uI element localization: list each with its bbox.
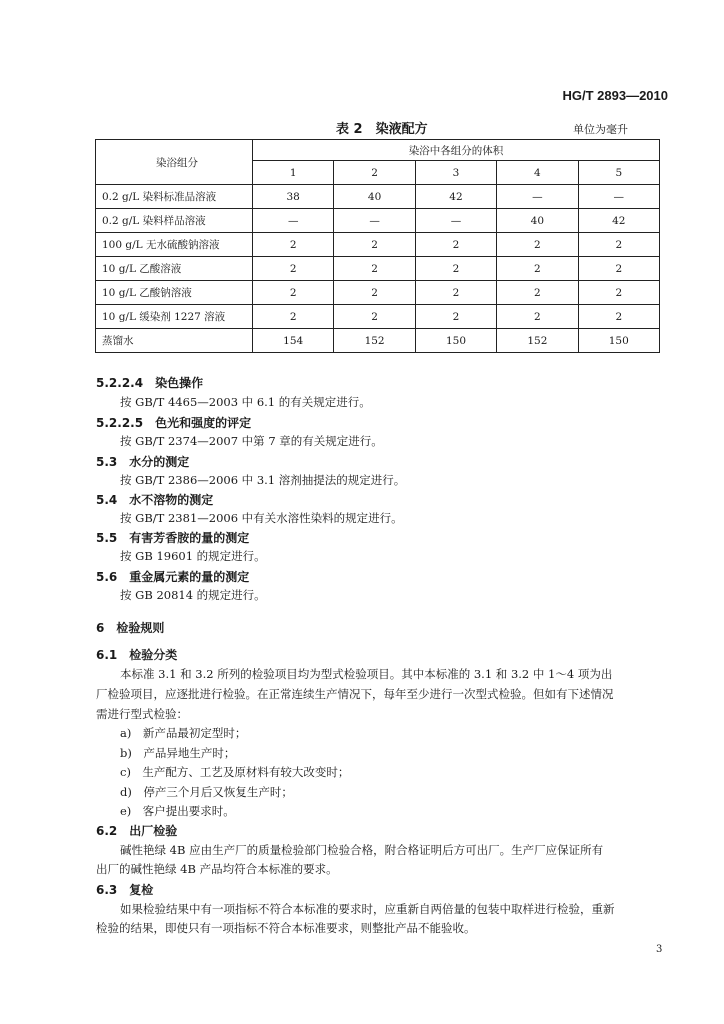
table-cell: — [253,209,334,233]
dye-formula-table [95,139,660,353]
table-cell: 2 [578,233,659,257]
list-item: a) 新产品最初定型时； [120,726,247,740]
table-row [96,329,660,353]
table-cell: 152 [497,329,578,353]
table-row [96,257,660,281]
table-cell: 42 [415,185,496,209]
table-cell: 2 [497,233,578,257]
table-cell: 2 [415,305,496,329]
heading-5-3: 5.3 水分的测定 [96,455,190,469]
table-cell: 2 [497,305,578,329]
table-cell: 2 [415,281,496,305]
table-cell: 2 [253,233,334,257]
body-5-2-2-4: 按 GB/T 4465—2003 中 6.1 的有关规定进行。 [120,395,371,409]
table-row [96,185,660,209]
table-cell: 150 [415,329,496,353]
column-header: 3 [415,161,496,185]
row-label: 0.2 g/L 染料标准品溶液 [96,185,253,209]
list-item: e) 客户提出要求时。 [120,804,235,818]
table-cell: 42 [578,209,659,233]
table-cell: 2 [415,233,496,257]
table-row [96,233,660,257]
page-number: 3 [656,944,663,955]
table-cell: 2 [497,281,578,305]
body-5-4: 按 GB/T 2381—2006 中有关水溶性染料的规定进行。 [120,511,403,525]
table-cell: — [497,185,578,209]
body-5-5: 按 GB 19601 的规定进行。 [120,549,266,563]
heading-6: 6 检验规则 [96,621,165,635]
row-label: 0.2 g/L 染料样品溶液 [96,209,253,233]
table-cell: 2 [497,257,578,281]
table-cell: 2 [415,257,496,281]
column-header: 5 [578,161,659,185]
column-header: 1 [253,161,334,185]
table-row [96,281,660,305]
table-cell: 2 [578,281,659,305]
table-cell: — [334,209,415,233]
table-cell: 2 [578,305,659,329]
table-cell: 2 [334,257,415,281]
table-cell: 2 [253,257,334,281]
heading-5-6: 5.6 重金属元素的量的测定 [96,570,250,584]
table-row [96,305,660,329]
table-cell: — [578,185,659,209]
para-6-2-line: 出厂的碱性艳绿 4B 产品均符合本标准的要求。 [96,862,338,876]
table-cell: 2 [578,257,659,281]
para-6-1-line: 需进行型式检验： [96,707,188,721]
body-5-2-2-5: 按 GB/T 2374—2007 中第 7 章的有关规定进行。 [120,434,383,448]
table-cell: 40 [497,209,578,233]
table-cell: 40 [334,185,415,209]
para-6-1-line: 厂检验项目，应逐批进行检验。在正常连续生产情况下，每年至少进行一次型式检验。但如有下述情况 [96,687,614,701]
column-header: 2 [334,161,415,185]
para-6-3-line: 检验的结果，即使只有一项指标不符合本标准要求，则整批产品不能验收。 [96,921,476,935]
table-cell: 2 [334,233,415,257]
list-item: b) 产品异地生产时； [120,746,236,760]
heading-6-3: 6.3 复检 [96,883,154,897]
para-6-2-line: 碱性艳绿 4B 应由生产厂的质量检验部门检验合格，附合格证明后方可出厂。生产厂应保证所有 [120,843,604,857]
table-cell: 150 [578,329,659,353]
heading-5-5: 5.5 有害芳香胺的量的测定 [96,531,250,545]
table-cell: 2 [334,281,415,305]
para-6-3-line: 如果检验结果中有一项指标不符合本标准的要求时，应重新自两倍量的包装中取样进行检验，重新 [120,902,615,916]
table-unit: 单位为毫升 [573,123,628,136]
row-label: 10 g/L 乙酸钠溶液 [96,281,253,305]
table-cell: 2 [253,281,334,305]
heading-5-4: 5.4 水不溶物的测定 [96,493,214,507]
list-item: c) 生产配方、工艺及原材料有较大改变时； [120,765,350,779]
row-header: 染浴组分 [96,140,253,185]
heading-5-2-2-4: 5.2.2.4 染色操作 [96,376,204,390]
para-6-1-line: 本标准 3.1 和 3.2 所列的检验项目均为型式检验项目。其中本标准的 3.1 和 3.2 中 1～4 项为出 [120,667,613,681]
row-label: 10 g/L 缓染剂 1227 溶液 [96,305,253,329]
standard-code: HG/T 2893—2010 [562,88,668,103]
table-cell: 152 [334,329,415,353]
table-cell: 2 [334,305,415,329]
row-label: 100 g/L 无水硫酸钠溶液 [96,233,253,257]
group-header: 染浴中各组分的体积 [253,140,660,161]
table-cell: 154 [253,329,334,353]
heading-5-2-2-5: 5.2.2.5 色光和强度的评定 [96,416,252,430]
row-label: 10 g/L 乙酸溶液 [96,257,253,281]
heading-6-2: 6.2 出厂检验 [96,824,178,838]
table-cell: — [415,209,496,233]
body-5-6: 按 GB 20814 的规定进行。 [120,588,266,602]
table-cell: 38 [253,185,334,209]
row-label: 蒸馏水 [96,329,253,353]
heading-6-1: 6.1 检验分类 [96,648,178,662]
table-cell: 2 [253,305,334,329]
body-5-3: 按 GB/T 2386—2006 中 3.1 溶剂抽提法的规定进行。 [120,473,406,487]
table-caption: 表 2 染液配方 [336,122,428,137]
list-item: d) 停产三个月后又恢复生产时； [120,785,293,799]
table-row [96,209,660,233]
column-header: 4 [497,161,578,185]
